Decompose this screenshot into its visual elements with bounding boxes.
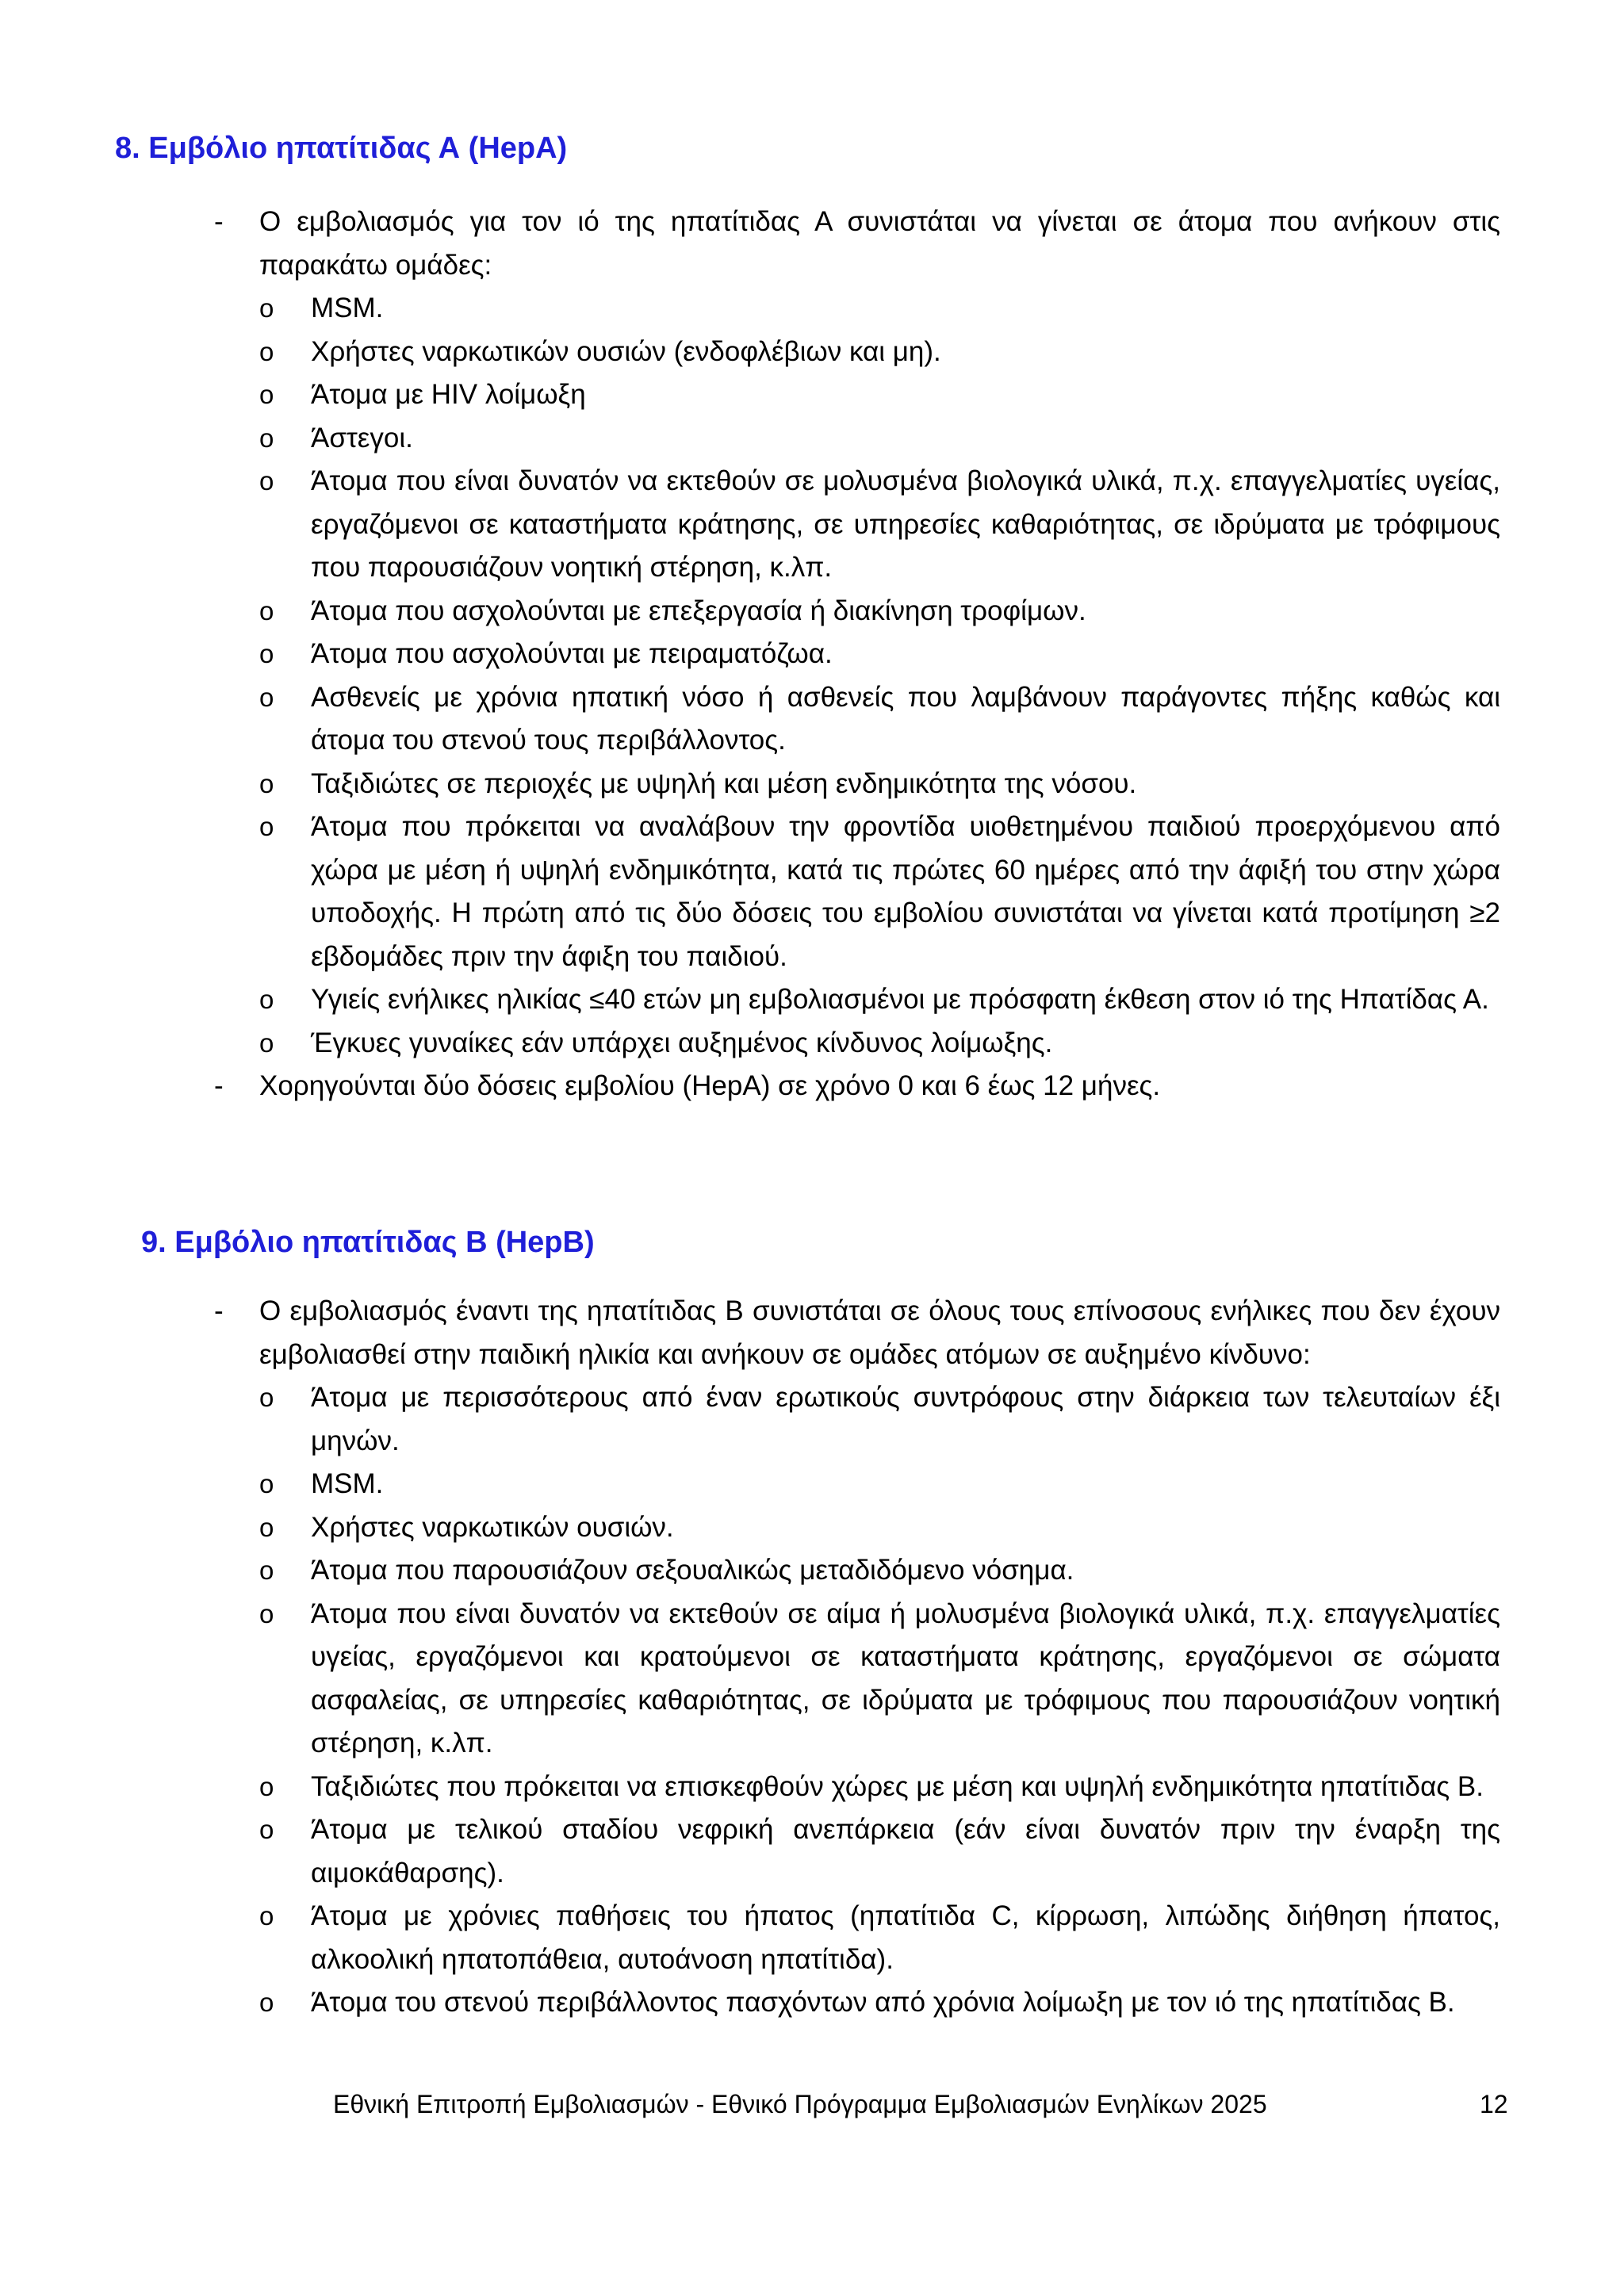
list-item	[259, 287, 1500, 331]
section-8-list	[208, 201, 1500, 1108]
list-item-text: Ταξιδιώτες σε περιοχές με υψηλή και μέση ενδημικότητα της νόσου.	[311, 767, 1137, 799]
list-item-text: Άτομα με χρόνιες παθήσεις του ήπατος (ηπατίτιδα C, κίρρωση, λιπώδης διήθηση ήπατος, αλκοολική ηπατοπάθεια, αυτοάνοση ηπατίτιδα).	[311, 1900, 1500, 1975]
section-8-item-1-text: Ο εμβολιασμός για τον ιό της ηπατίτιδας Α συνιστάται να γίνεται σε άτομα που ανήκουν στις παρακάτω ομάδες:	[259, 206, 1500, 281]
section-9-item-1-text: Ο εμβολιασμός έναντι της ηπατίτιδας Β συνιστάται σε όλους τους επίνοσους ενήλικες που δεν έχουν εμβολιασθεί στην παιδική ηλικία και ανήκουν σε ομάδες ατόμων σε αυξημένο κίνδυνο:	[259, 1295, 1500, 1370]
list-item	[259, 633, 1500, 676]
list-item-text: MSM.	[311, 1468, 384, 1499]
list-item-text: Άτομα με περισσότερους από έναν ερωτικούς συντρόφους στην διάρκεια των τελευταίων έξι μηνών.	[311, 1382, 1500, 1456]
dash-marker: -	[214, 1070, 224, 1101]
footer-text: Εθνική Επιτροπή Εμβολιασμών - Εθνικό Πρόγραμμα Εμβολιασμών Ενηλίκων 2025	[333, 2090, 1267, 2118]
list-item	[259, 590, 1500, 633]
list-item	[259, 1981, 1500, 2025]
list-item	[259, 460, 1500, 590]
list-item-text: Άτομα που είναι δυνατόν να εκτεθούν σε αίμα ή μολυσμένα βιολογικά υλικά, π.χ. επαγγελματίες υγείας, εργαζόμενοι και κρατούμενοι σε καταστήματα κράτησης, εργαζόμενοι σε σώματα ασφαλείας, σε υπηρεσίες καθαριότητας, σε ιδρύματα με τρόφιμους που παρουσιάζουν νοητική στέρηση, κ.λπ.	[311, 1598, 1500, 1758]
list-item	[259, 1022, 1500, 1066]
section-8-item-1	[208, 201, 1500, 1065]
list-item	[259, 1766, 1500, 1809]
list-item	[259, 417, 1500, 461]
list-item-text: Υγιείς ενήλικες ηλικίας ≤40 ετών μη εμβολιασμένοι με πρόσφατη έκθεση στον ιό της Ηπατίδας Α.	[311, 984, 1489, 1015]
section-8-item-2	[208, 1065, 1500, 1108]
list-item-text: Χρήστες ναρκωτικών ουσιών (ενδοφλέβιων και μη).	[311, 335, 941, 367]
circle-bullet-icon: o	[259, 1469, 274, 1498]
list-item	[259, 1895, 1500, 1981]
list-item-text: Άτομα που πρόκειται να αναλάβουν την φροντίδα υιοθετημένου παιδιού προερχόμενου από χώρα με μέση ή υψηλή ενδημικότητα, κατά τις πρώτες 60 ημέρες από την άφιξή του στην χώρα υποδοχής. Η πρώτη από τις δύο δόσεις του εμβολίου συνιστάται να γίνεται κατά προτίμηση ≥2 εβδομάδες πριν την άφιξη του παιδιού.	[311, 811, 1500, 972]
list-item-text: Άτομα που είναι δυνατόν να εκτεθούν σε μολυσμένα βιολογικά υλικά, π.χ. επαγγελματίες υγείας, εργαζόμενοι σε καταστήματα κράτησης, σε υπηρεσίες καθαριότητας, σε ιδρύματα με τρόφιμους που παρουσιάζουν νοητική στέρηση, κ.λπ.	[311, 465, 1500, 583]
section-9-heading: 9. Εμβόλιο ηπατίτιδας Β (HepB)	[141, 1226, 595, 1259]
list-item	[259, 676, 1500, 763]
list-item	[259, 331, 1500, 374]
list-item-text: MSM.	[311, 293, 384, 323]
list-item-text: Άτομα με τελικού σταδίου νεφρική ανεπάρκεια (εάν είναι δυνατόν πριν την έναρξη της αιμοκάθαρσης).	[311, 1814, 1500, 1888]
dash-marker: -	[214, 206, 224, 237]
circle-bullet-icon: o	[259, 812, 274, 841]
circle-bullet-icon: o	[259, 1598, 274, 1628]
list-item-text: Άτομα που ασχολούνται με πειραματόζωα.	[311, 638, 833, 669]
list-item	[259, 1549, 1500, 1593]
circle-bullet-icon: o	[259, 768, 274, 798]
circle-bullet-icon: o	[259, 639, 274, 668]
section-9-list	[208, 1290, 1500, 2025]
circle-bullet-icon: o	[259, 1556, 274, 1585]
circle-bullet-icon: o	[259, 1512, 274, 1542]
list-item	[259, 1376, 1500, 1463]
list-item	[259, 1808, 1500, 1895]
circle-bullet-icon: o	[259, 1988, 274, 2017]
circle-bullet-icon: o	[259, 1815, 274, 1844]
list-item	[259, 1593, 1500, 1766]
list-item-text: Ταξιδιώτες που πρόκειται να επισκεφθούν χώρες με μέση και υψηλή ενδημικότητα ηπατίτιδας Β.	[311, 1770, 1484, 1802]
circle-bullet-icon: o	[259, 1771, 274, 1801]
circle-bullet-icon: o	[259, 423, 274, 453]
section-8-item-2-text: Χορηγούνται δύο δόσεις εμβολίου (HepA) σε χρόνο 0 και 6 έως 12 μήνες.	[259, 1070, 1161, 1101]
list-item	[259, 1463, 1500, 1506]
section-8-heading: 8. Εμβόλιο ηπατίτιδας Α (HepA)	[115, 132, 568, 165]
circle-bullet-icon: o	[259, 293, 274, 323]
circle-bullet-icon: o	[259, 682, 274, 712]
circle-bullet-icon: o	[259, 1901, 274, 1931]
page-number: 12	[1480, 2090, 1508, 2118]
list-item-text: Άτομα του στενού περιβάλλοντος πασχόντων από χρόνια λοίμωξη με τον ιό της ηπατίτιδας Β.	[311, 1987, 1455, 2018]
circle-bullet-icon: o	[259, 985, 274, 1014]
list-item	[259, 763, 1500, 806]
circle-bullet-icon: o	[259, 336, 274, 366]
circle-bullet-icon: o	[259, 1383, 274, 1412]
circle-bullet-icon: o	[259, 1027, 274, 1058]
section-8-sublist	[259, 287, 1500, 1065]
list-item-text: Άτομα που ασχολούνται με επεξεργασία ή διακίνηση τροφίμων.	[311, 595, 1086, 626]
list-item-text: Άτομα με HIV λοίμωξη	[311, 379, 586, 410]
list-item-text: Έγκυες γυναίκες εάν υπάρχει αυξημένος κίνδυνος λοίμωξης.	[311, 1027, 1053, 1058]
section-9-item-1	[208, 1290, 1500, 2025]
list-item	[259, 978, 1500, 1022]
section-9-sublist	[259, 1376, 1500, 2025]
circle-bullet-icon: o	[259, 380, 274, 409]
list-item	[259, 373, 1500, 417]
list-item-text: Άτομα που παρουσιάζουν σεξουαλικώς μεταδιδόμενο νόσημα.	[311, 1555, 1074, 1586]
list-item	[259, 806, 1500, 978]
list-item-text: Χρήστες ναρκωτικών ουσιών.	[311, 1511, 674, 1543]
list-item-text: Άστεγοι.	[311, 422, 413, 453]
circle-bullet-icon: o	[259, 466, 274, 496]
list-item	[259, 1506, 1500, 1550]
list-item-text: Ασθενείς με χρόνια ηπατική νόσο ή ασθενείς που λαμβάνουν παράγοντες πήξης καθώς και άτομα του στενού τους περιβάλλοντος.	[311, 681, 1500, 756]
dash-marker: -	[214, 1295, 224, 1326]
circle-bullet-icon: o	[259, 595, 274, 626]
